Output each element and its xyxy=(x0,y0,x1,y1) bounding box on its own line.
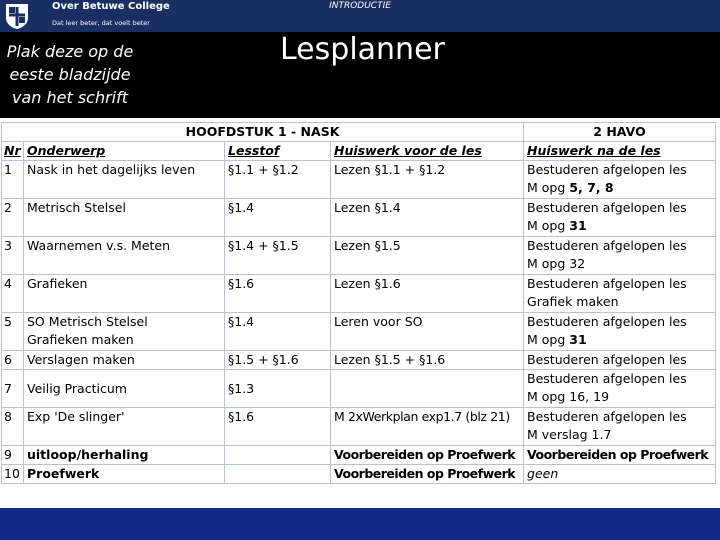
homework-after-cell xyxy=(524,161,716,199)
homework-after-cell xyxy=(524,370,716,408)
column-header-row xyxy=(2,142,716,161)
bottom-bar xyxy=(0,508,720,540)
homework-after-cell xyxy=(524,408,716,446)
material-cell: §1.3 xyxy=(225,370,331,408)
material-cell xyxy=(225,446,331,465)
table-row xyxy=(2,237,716,275)
topic-text: Veilig Practicum xyxy=(27,380,127,396)
material-cell: §1.4 xyxy=(225,313,331,351)
topic-cell xyxy=(24,370,225,408)
assignment-numbers: 5, 7, 8 xyxy=(569,180,614,195)
homework-before-cell: Voorbereiden op Proefwerk xyxy=(331,465,524,484)
table-row xyxy=(2,161,716,199)
homework-before-cell: Lezen §1.5 + §1.6 xyxy=(331,351,524,370)
homework-before-cell: Lezen §1.5 xyxy=(331,237,524,275)
slide-section-label: INTRODUCTIE xyxy=(329,1,391,11)
topic-cell xyxy=(24,161,225,199)
homework-before-cell: Lezen §1.6 xyxy=(331,275,524,313)
school-logo-icon xyxy=(4,2,30,30)
topic-text: Exp 'De slinger' xyxy=(27,409,125,424)
topic-text: Nask in het dagelijks leven xyxy=(27,162,196,177)
homework-after-cell xyxy=(524,199,716,237)
material-cell: §1.4 xyxy=(225,199,331,237)
topic-cell xyxy=(24,199,225,237)
topic-cell xyxy=(24,275,225,313)
chapter-title: HOOFDSTUK 1 - NASK xyxy=(2,123,524,142)
school-tagline: Dat leer beter, dat voelt beter xyxy=(52,19,150,27)
topic-text: Waarnemen v.s. Meten xyxy=(27,238,171,253)
homework-after-cell: geen xyxy=(524,465,716,484)
homework-after-line xyxy=(527,179,712,197)
homework-after-line: Bestuderen afgelopen les xyxy=(527,276,687,291)
row-number: 9 xyxy=(2,446,24,465)
homework-before-cell: Leren voor SO xyxy=(331,313,524,351)
table-row xyxy=(2,275,716,313)
material-cell: §1.4 + §1.5 xyxy=(225,237,331,275)
table-row xyxy=(2,351,716,370)
topic-cell xyxy=(24,237,225,275)
topic-cell: uitloop/herhaling xyxy=(24,446,225,465)
assignment-text: M opg xyxy=(527,332,570,347)
topic-cell xyxy=(24,408,225,446)
instruction-line: van het schrift xyxy=(11,88,129,107)
instruction-line: eeste bladzijde xyxy=(9,65,131,84)
topic-cell xyxy=(24,351,225,370)
table-row xyxy=(2,408,716,446)
homework-after-line: Bestuderen afgelopen les xyxy=(527,200,687,215)
column-header: Huiswerk voor de les xyxy=(331,142,524,161)
top-banner xyxy=(0,0,720,32)
homework-after-line: Bestuderen afgelopen les xyxy=(527,238,687,253)
table-row xyxy=(2,313,716,351)
row-number: 6 xyxy=(2,351,24,370)
topic-text: SO Metrisch Stelsel xyxy=(27,314,148,329)
assignment-text: M opg xyxy=(527,218,570,233)
table-row xyxy=(2,370,716,408)
homework-before-cell: Voorbereiden op Proefwerk xyxy=(331,446,524,465)
homework-before-cell: M 2xWerkplan exp1.7 (blz 21) xyxy=(331,408,524,446)
homework-before-cell: Lezen §1.1 + §1.2 xyxy=(331,161,524,199)
homework-after-line: M opg 32 xyxy=(527,256,586,271)
material-cell: §1.1 + §1.2 xyxy=(225,161,331,199)
material-cell: §1.6 xyxy=(225,408,331,446)
column-header: Nr xyxy=(2,142,24,161)
row-number: 4 xyxy=(2,275,24,313)
homework-after-line: Grafiek maken xyxy=(527,294,619,309)
column-header: Huiswerk na de les xyxy=(524,142,716,161)
homework-after-cell xyxy=(524,351,716,370)
material-cell: §1.6 xyxy=(225,275,331,313)
column-header: Lesstof xyxy=(225,142,331,161)
homework-after-line: M opg 16, 19 xyxy=(527,389,610,404)
homework-after-line: Bestuderen afgelopen les xyxy=(527,352,687,367)
topic-cell xyxy=(24,313,225,351)
row-number: 1 xyxy=(2,161,24,199)
row-number: 3 xyxy=(2,237,24,275)
homework-after-cell xyxy=(524,237,716,275)
table-row xyxy=(2,465,716,484)
homework-after-line xyxy=(527,217,712,235)
homework-before-cell: Lezen §1.4 xyxy=(331,199,524,237)
topic-text: Grafieken xyxy=(27,276,88,291)
topic-cell: Proefwerk xyxy=(24,465,225,484)
homework-after-line: Bestuderen afgelopen les xyxy=(527,371,687,386)
topic-text: Grafieken maken xyxy=(27,332,134,347)
row-number: 5 xyxy=(2,313,24,351)
page-title: Lesplanner xyxy=(280,32,445,67)
homework-after-line: M verslag 1.7 xyxy=(527,427,612,442)
instruction-line: Plak deze op de xyxy=(6,42,134,61)
row-number: 8 xyxy=(2,408,24,446)
homework-after-line xyxy=(527,331,712,349)
row-number: 2 xyxy=(2,199,24,237)
lesson-plan-table xyxy=(1,122,716,484)
homework-after-cell: Voorbereiden op Proefwerk xyxy=(524,446,716,465)
homework-after-cell xyxy=(524,275,716,313)
row-number: 7 xyxy=(2,370,24,408)
table-row xyxy=(2,446,716,465)
homework-after-cell xyxy=(524,313,716,351)
homework-before-cell xyxy=(331,370,524,408)
homework-after-line: Bestuderen afgelopen les xyxy=(527,162,687,177)
class-title: 2 HAVO xyxy=(524,123,716,142)
topic-text: Verslagen maken xyxy=(27,352,135,367)
column-header: Onderwerp xyxy=(24,142,225,161)
homework-after-line: Bestuderen afgelopen les xyxy=(527,314,687,329)
table-header-row xyxy=(2,123,716,142)
assignment-text: M opg xyxy=(527,180,570,195)
instruction-note xyxy=(4,40,136,109)
row-number: 10 xyxy=(2,465,24,484)
topic-text: Metrisch Stelsel xyxy=(27,200,126,215)
material-cell xyxy=(225,465,331,484)
homework-after-line: Bestuderen afgelopen les xyxy=(527,409,687,424)
material-cell: §1.5 + §1.6 xyxy=(225,351,331,370)
table-row xyxy=(2,199,716,237)
assignment-numbers: 31 xyxy=(569,332,587,347)
school-name: Over Betuwe College xyxy=(52,1,170,12)
assignment-numbers: 31 xyxy=(569,218,587,233)
